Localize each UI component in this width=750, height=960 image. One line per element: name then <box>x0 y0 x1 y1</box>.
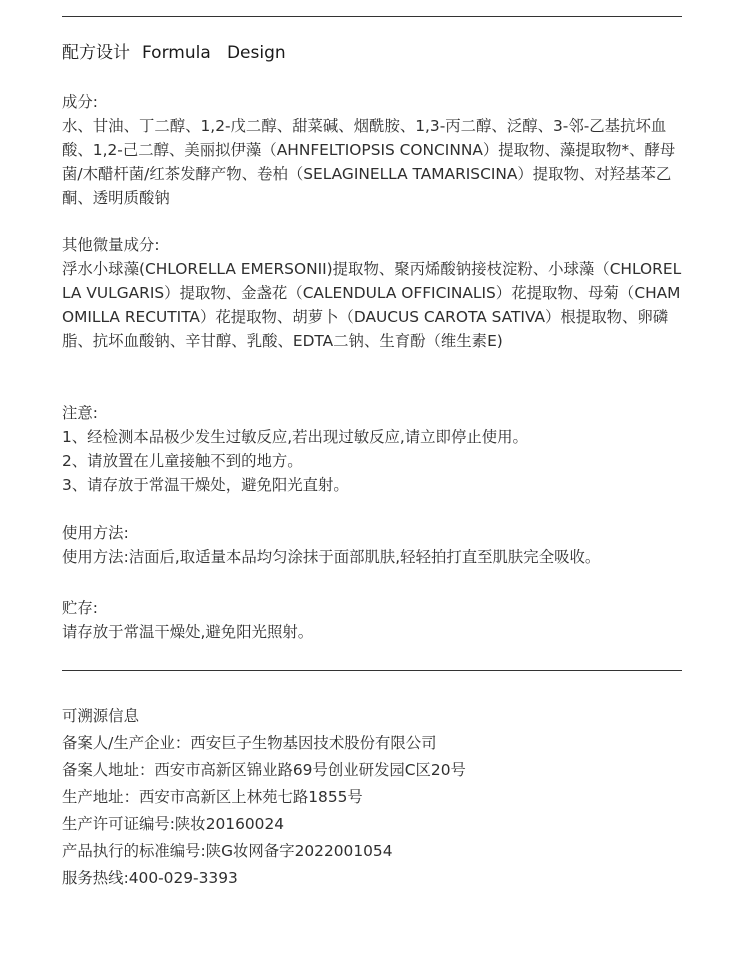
ingredients-text: 水、甘油、丁二醇、1,2-戊二醇、甜菜碱、烟酰胺、1,3-丙二醇、泛醇、3-邻-乙基抗坏血酸、1,2-己二醇、美丽拟伊藻（AHNFELTIOPSIS CONCINNA）提取物、藻提取物*、酵母菌/木醋杆菌/红茶发酵产物、卷柏（SELAGINELLA TAMARISCINA）提取物、对羟基苯乙酮、透明质酸钠 <box>62 117 676 207</box>
top-divider <box>62 16 682 17</box>
trace-row-production-address: 生产地址：西安市高新区上林苑七路1855号 <box>62 788 363 806</box>
storage-text: 请存放于常温干燥处,避免阳光照射。 <box>62 623 314 641</box>
usage-label: 使用方法: <box>62 524 129 542</box>
usage-section <box>62 521 682 569</box>
trace-row-license: 生产许可证编号:陕妆20160024 <box>62 815 285 833</box>
storage-section <box>62 596 682 644</box>
trace-row-hotline: 服务热线:400-029-3393 <box>62 869 238 887</box>
ingredients-section <box>62 90 682 210</box>
formula-design-heading <box>62 41 286 65</box>
formula-title-en: Formula Design <box>142 43 286 63</box>
notes-section <box>62 401 682 497</box>
traceability-section <box>62 703 682 892</box>
note-item: 3、请存放于常温干燥处，避免阳光直射。 <box>62 476 349 494</box>
trace-ingredients-section <box>62 233 682 353</box>
trace-ingredients-label: 其他微量成分: <box>62 236 160 254</box>
trace-row-registrant: 备案人/生产企业：西安巨子生物基因技术股份有限公司 <box>62 734 437 752</box>
note-item: 1、经检测本品极少发生过敏反应,若出现过敏反应,请立即停止使用。 <box>62 428 528 446</box>
formula-title-cn: 配方设计 <box>62 43 130 63</box>
traceability-title: 可溯源信息 <box>62 707 139 725</box>
trace-row-standard: 产品执行的标准编号:陕G妆网备字2022001054 <box>62 842 393 860</box>
note-item: 2、请放置在儿童接触不到的地方。 <box>62 452 303 470</box>
notes-label: 注意: <box>62 404 98 422</box>
trace-row-registrant-address: 备案人地址：西安市高新区锦业路69号创业研发园C区20号 <box>62 761 466 779</box>
usage-text: 使用方法:洁面后,取适量本品均匀涂抹于面部肌肤,轻轻拍打直至肌肤完全吸收。 <box>62 548 601 566</box>
storage-label: 贮存: <box>62 599 98 617</box>
ingredients-label: 成分: <box>62 93 98 111</box>
trace-ingredients-text: 浮水小球藻(CHLORELLA EMERSONII)提取物、聚丙烯酸钠接枝淀粉、小球藻（CHLORELLA VULGARIS）提取物、金盏花（CALENDULA OFFICINALIS）花提取物、母菊（CHAMOMILLA RECUTITA）花提取物、胡萝卜（DAUCUS CAROTA SATIVA）根提取物、卵磷脂、抗坏血酸钠、辛甘醇、乳酸、EDTA二钠、生育酚（维生素E) <box>62 260 682 350</box>
middle-divider <box>62 670 682 671</box>
